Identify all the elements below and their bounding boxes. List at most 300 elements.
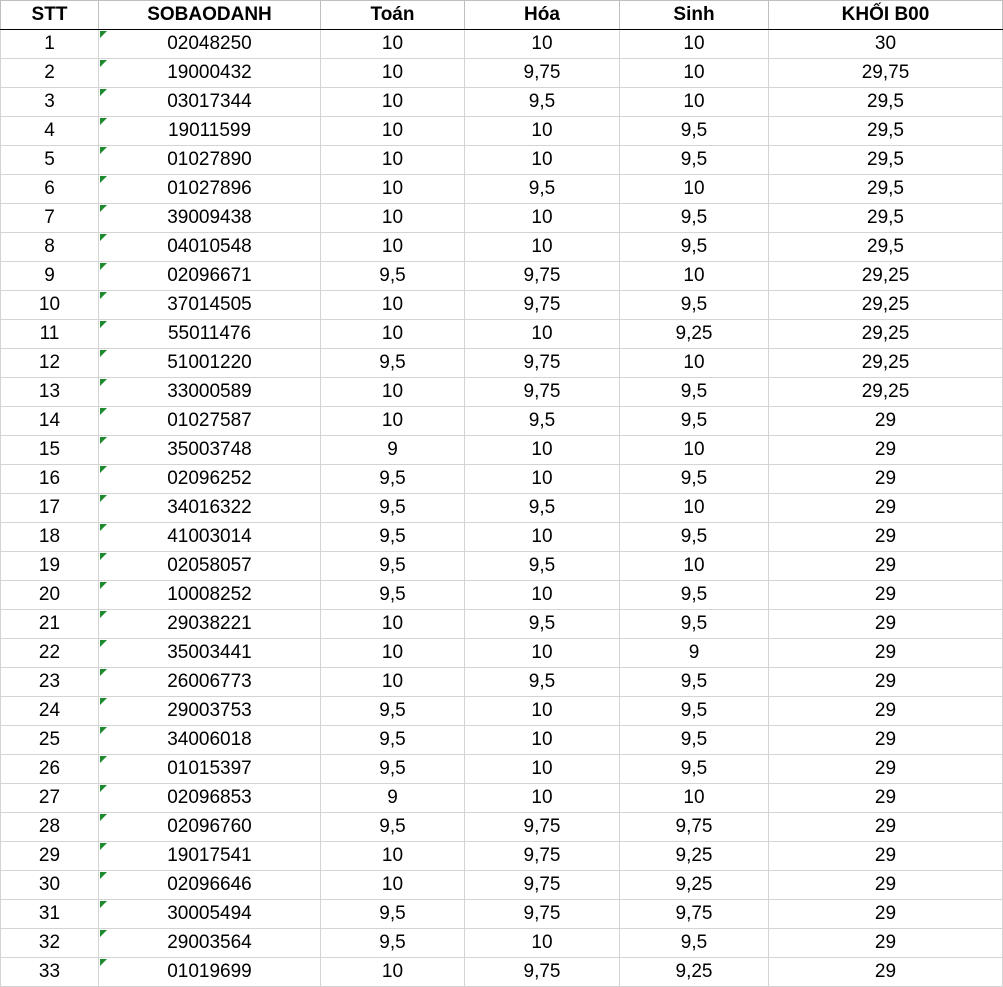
- khoi-b00-cell[interactable]: 29: [769, 494, 1003, 523]
- hoa-cell[interactable]: 9,75: [465, 813, 620, 842]
- sobaodanh-cell[interactable]: [99, 204, 321, 233]
- table-row: [1, 697, 1003, 726]
- number-stored-as-text-indicator-icon[interactable]: [100, 350, 107, 357]
- sobaodanh-cell[interactable]: [99, 117, 321, 146]
- sobaodanh-cell[interactable]: [99, 726, 321, 755]
- stt-cell[interactable]: 27: [1, 784, 99, 813]
- sobaodanh-cell[interactable]: [99, 407, 321, 436]
- header-hoa[interactable]: Hóa: [465, 1, 620, 30]
- sinh-cell[interactable]: 9,5: [620, 146, 769, 175]
- toan-cell[interactable]: 9,5: [321, 755, 465, 784]
- sobaodanh-cell[interactable]: [99, 233, 321, 262]
- khoi-b00-cell[interactable]: 29: [769, 465, 1003, 494]
- number-stored-as-text-indicator-icon[interactable]: [100, 205, 107, 212]
- header-sinh[interactable]: Sinh: [620, 1, 769, 30]
- sinh-cell[interactable]: 9,5: [620, 726, 769, 755]
- table-row: [1, 262, 1003, 291]
- toan-cell[interactable]: 10: [321, 117, 465, 146]
- sinh-cell[interactable]: 9,25: [620, 871, 769, 900]
- table-row: [1, 407, 1003, 436]
- sobaodanh-cell[interactable]: [99, 610, 321, 639]
- sobaodanh-cell[interactable]: [99, 349, 321, 378]
- number-stored-as-text-indicator-icon[interactable]: [100, 959, 107, 966]
- hoa-cell[interactable]: 9,5: [465, 552, 620, 581]
- sobaodanh-value: 01019699: [167, 961, 252, 982]
- stt-cell[interactable]: 8: [1, 233, 99, 262]
- hoa-cell[interactable]: 10: [465, 581, 620, 610]
- sinh-cell[interactable]: 9,5: [620, 929, 769, 958]
- sobaodanh-cell[interactable]: [99, 146, 321, 175]
- sobaodanh-value: 35003441: [167, 642, 252, 663]
- table-row: [1, 523, 1003, 552]
- header-sobaodanh[interactable]: SOBAODANH: [99, 1, 321, 30]
- sobaodanh-cell[interactable]: [99, 262, 321, 291]
- number-stored-as-text-indicator-icon[interactable]: [100, 176, 107, 183]
- table-row: [1, 146, 1003, 175]
- sinh-cell[interactable]: 10: [620, 88, 769, 117]
- khoi-b00-cell[interactable]: 29,5: [769, 233, 1003, 262]
- sobaodanh-value: 41003014: [167, 526, 252, 547]
- stt-cell[interactable]: 13: [1, 378, 99, 407]
- khoi-b00-cell[interactable]: 29: [769, 755, 1003, 784]
- header-stt[interactable]: STT: [1, 1, 99, 30]
- sobaodanh-value: 35003748: [167, 439, 252, 460]
- table-row: [1, 581, 1003, 610]
- hoa-cell[interactable]: 10: [465, 30, 620, 59]
- number-stored-as-text-indicator-icon[interactable]: [100, 901, 107, 908]
- stt-cell[interactable]: 6: [1, 175, 99, 204]
- toan-cell[interactable]: 9,5: [321, 552, 465, 581]
- sinh-cell[interactable]: 9,5: [620, 697, 769, 726]
- stt-cell[interactable]: 23: [1, 668, 99, 697]
- khoi-b00-cell[interactable]: 29: [769, 900, 1003, 929]
- sobaodanh-value: 02048250: [167, 33, 252, 54]
- toan-cell[interactable]: 9,5: [321, 581, 465, 610]
- stt-cell[interactable]: 26: [1, 755, 99, 784]
- hoa-cell[interactable]: 10: [465, 117, 620, 146]
- sobaodanh-cell[interactable]: [99, 88, 321, 117]
- sobaodanh-cell[interactable]: [99, 59, 321, 88]
- table-row: [1, 30, 1003, 59]
- hoa-cell[interactable]: 10: [465, 523, 620, 552]
- number-stored-as-text-indicator-icon[interactable]: [100, 640, 107, 647]
- stt-cell[interactable]: 9: [1, 262, 99, 291]
- stt-cell[interactable]: 7: [1, 204, 99, 233]
- sinh-cell[interactable]: 10: [620, 30, 769, 59]
- khoi-b00-cell[interactable]: 29: [769, 871, 1003, 900]
- sobaodanh-cell[interactable]: [99, 842, 321, 871]
- number-stored-as-text-indicator-icon[interactable]: [100, 321, 107, 328]
- table-row: [1, 436, 1003, 465]
- khoi-b00-cell[interactable]: 29,25: [769, 378, 1003, 407]
- hoa-cell[interactable]: 9,75: [465, 378, 620, 407]
- stt-cell[interactable]: 30: [1, 871, 99, 900]
- number-stored-as-text-indicator-icon[interactable]: [100, 60, 107, 67]
- sinh-cell[interactable]: 9: [620, 639, 769, 668]
- khoi-b00-cell[interactable]: 30: [769, 30, 1003, 59]
- table-row: [1, 291, 1003, 320]
- table-row: [1, 378, 1003, 407]
- sobaodanh-value: 19017541: [167, 845, 252, 866]
- stt-cell[interactable]: 5: [1, 146, 99, 175]
- sobaodanh-cell[interactable]: [99, 552, 321, 581]
- sobaodanh-cell[interactable]: [99, 929, 321, 958]
- number-stored-as-text-indicator-icon[interactable]: [100, 698, 107, 705]
- stt-cell[interactable]: 18: [1, 523, 99, 552]
- number-stored-as-text-indicator-icon[interactable]: [100, 379, 107, 386]
- table-row: [1, 668, 1003, 697]
- toan-cell[interactable]: 10: [321, 59, 465, 88]
- sobaodanh-cell[interactable]: [99, 320, 321, 349]
- number-stored-as-text-indicator-icon[interactable]: [100, 466, 107, 473]
- khoi-b00-cell[interactable]: 29: [769, 581, 1003, 610]
- khoi-b00-cell[interactable]: 29: [769, 813, 1003, 842]
- stt-cell[interactable]: 3: [1, 88, 99, 117]
- khoi-b00-cell[interactable]: 29: [769, 929, 1003, 958]
- khoi-b00-cell[interactable]: 29,5: [769, 88, 1003, 117]
- sinh-cell[interactable]: 10: [620, 552, 769, 581]
- toan-cell[interactable]: 10: [321, 378, 465, 407]
- sobaodanh-cell[interactable]: [99, 697, 321, 726]
- sobaodanh-cell[interactable]: [99, 639, 321, 668]
- toan-cell[interactable]: 10: [321, 204, 465, 233]
- toan-cell[interactable]: 9,5: [321, 494, 465, 523]
- khoi-b00-cell[interactable]: 29: [769, 697, 1003, 726]
- table-row: [1, 88, 1003, 117]
- table-row: [1, 320, 1003, 349]
- toan-cell[interactable]: 10: [321, 958, 465, 987]
- sobaodanh-value: 02096646: [167, 874, 252, 895]
- toan-cell[interactable]: 10: [321, 146, 465, 175]
- sinh-cell[interactable]: 10: [620, 59, 769, 88]
- stt-cell[interactable]: 11: [1, 320, 99, 349]
- toan-cell[interactable]: 10: [321, 88, 465, 117]
- toan-cell[interactable]: 10: [321, 30, 465, 59]
- toan-cell[interactable]: 10: [321, 639, 465, 668]
- table-row: [1, 929, 1003, 958]
- table-body: [1, 30, 1003, 987]
- hoa-cell[interactable]: 9,5: [465, 175, 620, 204]
- khoi-b00-cell[interactable]: 29: [769, 726, 1003, 755]
- stt-cell[interactable]: 15: [1, 436, 99, 465]
- khoi-b00-cell[interactable]: 29,5: [769, 204, 1003, 233]
- toan-cell[interactable]: 9,5: [321, 726, 465, 755]
- table-row: [1, 726, 1003, 755]
- sobaodanh-value: 55011476: [167, 323, 252, 344]
- sinh-cell[interactable]: 9,5: [620, 523, 769, 552]
- number-stored-as-text-indicator-icon[interactable]: [100, 263, 107, 270]
- khoi-b00-cell[interactable]: 29,25: [769, 320, 1003, 349]
- hoa-cell[interactable]: 10: [465, 639, 620, 668]
- toan-cell[interactable]: 9,5: [321, 349, 465, 378]
- hoa-cell[interactable]: 9,75: [465, 349, 620, 378]
- sobaodanh-cell[interactable]: [99, 813, 321, 842]
- number-stored-as-text-indicator-icon[interactable]: [100, 524, 107, 531]
- hoa-cell[interactable]: 9,75: [465, 262, 620, 291]
- stt-cell[interactable]: 2: [1, 59, 99, 88]
- table-row: [1, 610, 1003, 639]
- sobaodanh-cell[interactable]: [99, 175, 321, 204]
- stt-cell[interactable]: 1: [1, 30, 99, 59]
- header-row: [1, 1, 1003, 30]
- table-row: [1, 465, 1003, 494]
- hoa-cell[interactable]: 9,75: [465, 59, 620, 88]
- stt-cell[interactable]: 32: [1, 929, 99, 958]
- number-stored-as-text-indicator-icon[interactable]: [100, 843, 107, 850]
- toan-cell[interactable]: 9,5: [321, 813, 465, 842]
- sobaodanh-cell[interactable]: [99, 755, 321, 784]
- number-stored-as-text-indicator-icon[interactable]: [100, 785, 107, 792]
- sinh-cell[interactable]: 9,5: [620, 291, 769, 320]
- sinh-cell[interactable]: 10: [620, 349, 769, 378]
- number-stored-as-text-indicator-icon[interactable]: [100, 930, 107, 937]
- sinh-cell[interactable]: 9,25: [620, 842, 769, 871]
- sinh-cell[interactable]: 9,25: [620, 320, 769, 349]
- hoa-cell[interactable]: 9,75: [465, 291, 620, 320]
- hoa-cell[interactable]: 9,5: [465, 88, 620, 117]
- toan-cell[interactable]: 9: [321, 784, 465, 813]
- sobaodanh-value: 02096252: [167, 468, 252, 489]
- sobaodanh-value: 29003753: [167, 700, 252, 721]
- toan-cell[interactable]: 9: [321, 436, 465, 465]
- sinh-cell[interactable]: 9,25: [620, 958, 769, 987]
- stt-cell[interactable]: 22: [1, 639, 99, 668]
- khoi-b00-cell[interactable]: 29: [769, 842, 1003, 871]
- toan-cell[interactable]: 10: [321, 610, 465, 639]
- khoi-b00-cell[interactable]: 29: [769, 958, 1003, 987]
- sobaodanh-value: 29038221: [167, 613, 252, 634]
- stt-cell[interactable]: 14: [1, 407, 99, 436]
- khoi-b00-cell[interactable]: 29,25: [769, 349, 1003, 378]
- table-row: [1, 233, 1003, 262]
- sinh-cell[interactable]: 9,5: [620, 668, 769, 697]
- stt-cell[interactable]: 31: [1, 900, 99, 929]
- sobaodanh-cell[interactable]: [99, 784, 321, 813]
- number-stored-as-text-indicator-icon[interactable]: [100, 727, 107, 734]
- number-stored-as-text-indicator-icon[interactable]: [100, 495, 107, 502]
- header-toan[interactable]: Toán: [321, 1, 465, 30]
- sobaodanh-value: 34006018: [167, 729, 252, 750]
- hoa-cell[interactable]: 9,5: [465, 407, 620, 436]
- sinh-cell[interactable]: 9,75: [620, 900, 769, 929]
- number-stored-as-text-indicator-icon[interactable]: [100, 234, 107, 241]
- toan-cell[interactable]: 10: [321, 871, 465, 900]
- sobaodanh-cell[interactable]: [99, 436, 321, 465]
- number-stored-as-text-indicator-icon[interactable]: [100, 31, 107, 38]
- number-stored-as-text-indicator-icon[interactable]: [100, 89, 107, 96]
- hoa-cell[interactable]: 10: [465, 233, 620, 262]
- khoi-b00-cell[interactable]: 29,5: [769, 117, 1003, 146]
- table-row: [1, 871, 1003, 900]
- toan-cell[interactable]: 9,5: [321, 523, 465, 552]
- sobaodanh-value: 26006773: [167, 671, 252, 692]
- sinh-cell[interactable]: 10: [620, 175, 769, 204]
- hoa-cell[interactable]: 9,75: [465, 842, 620, 871]
- khoi-b00-cell[interactable]: 29,5: [769, 175, 1003, 204]
- header-khoi-b00[interactable]: KHỐI B00: [769, 1, 1003, 30]
- stt-cell[interactable]: 20: [1, 581, 99, 610]
- number-stored-as-text-indicator-icon[interactable]: [100, 872, 107, 879]
- number-stored-as-text-indicator-icon[interactable]: [100, 756, 107, 763]
- toan-cell[interactable]: 10: [321, 407, 465, 436]
- table-row: [1, 755, 1003, 784]
- toan-cell[interactable]: 10: [321, 233, 465, 262]
- hoa-cell[interactable]: 9,75: [465, 871, 620, 900]
- sobaodanh-value: 01015397: [167, 758, 252, 779]
- khoi-b00-cell[interactable]: 29: [769, 639, 1003, 668]
- sinh-cell[interactable]: 9,5: [620, 465, 769, 494]
- khoi-b00-cell[interactable]: 29: [769, 784, 1003, 813]
- khoi-b00-cell[interactable]: 29: [769, 436, 1003, 465]
- sobaodanh-value: 02096760: [167, 816, 252, 837]
- stt-cell[interactable]: 19: [1, 552, 99, 581]
- number-stored-as-text-indicator-icon[interactable]: [100, 582, 107, 589]
- sobaodanh-cell[interactable]: [99, 958, 321, 987]
- sobaodanh-cell[interactable]: [99, 523, 321, 552]
- number-stored-as-text-indicator-icon[interactable]: [100, 669, 107, 676]
- hoa-cell[interactable]: 10: [465, 204, 620, 233]
- sinh-cell[interactable]: 9,5: [620, 581, 769, 610]
- number-stored-as-text-indicator-icon[interactable]: [100, 437, 107, 444]
- sobaodanh-value: 02096853: [167, 787, 252, 808]
- table-row: [1, 784, 1003, 813]
- hoa-cell[interactable]: 9,5: [465, 610, 620, 639]
- table-row: [1, 813, 1003, 842]
- table-row: [1, 958, 1003, 987]
- stt-cell[interactable]: 17: [1, 494, 99, 523]
- hoa-cell[interactable]: 10: [465, 146, 620, 175]
- sobaodanh-cell[interactable]: [99, 378, 321, 407]
- stt-cell[interactable]: 25: [1, 726, 99, 755]
- hoa-cell[interactable]: 10: [465, 929, 620, 958]
- sobaodanh-value: 01027890: [167, 149, 252, 170]
- number-stored-as-text-indicator-icon[interactable]: [100, 292, 107, 299]
- hoa-cell[interactable]: 9,75: [465, 900, 620, 929]
- sinh-cell[interactable]: 9,5: [620, 233, 769, 262]
- sobaodanh-value: 19011599: [167, 120, 252, 141]
- khoi-b00-cell[interactable]: 29: [769, 668, 1003, 697]
- toan-cell[interactable]: 10: [321, 320, 465, 349]
- sobaodanh-cell[interactable]: [99, 465, 321, 494]
- stt-cell[interactable]: 16: [1, 465, 99, 494]
- stt-cell[interactable]: 33: [1, 958, 99, 987]
- hoa-cell[interactable]: 10: [465, 697, 620, 726]
- sobaodanh-cell[interactable]: [99, 900, 321, 929]
- sobaodanh-cell[interactable]: [99, 668, 321, 697]
- toan-cell[interactable]: 9,5: [321, 697, 465, 726]
- sobaodanh-value: 02058057: [167, 555, 252, 576]
- khoi-b00-cell[interactable]: 29: [769, 610, 1003, 639]
- hoa-cell[interactable]: 10: [465, 320, 620, 349]
- toan-cell[interactable]: 10: [321, 291, 465, 320]
- table-row: [1, 59, 1003, 88]
- sinh-cell[interactable]: 10: [620, 784, 769, 813]
- khoi-b00-cell[interactable]: 29: [769, 407, 1003, 436]
- hoa-cell[interactable]: 9,5: [465, 494, 620, 523]
- sobaodanh-value: 19000432: [167, 62, 252, 83]
- hoa-cell[interactable]: 10: [465, 755, 620, 784]
- hoa-cell[interactable]: 10: [465, 726, 620, 755]
- sobaodanh-value: 01027896: [167, 178, 252, 199]
- number-stored-as-text-indicator-icon[interactable]: [100, 118, 107, 125]
- sobaodanh-value: 51001220: [167, 352, 252, 373]
- sinh-cell[interactable]: 10: [620, 494, 769, 523]
- hoa-cell[interactable]: 9,5: [465, 668, 620, 697]
- stt-cell[interactable]: 24: [1, 697, 99, 726]
- hoa-cell[interactable]: 10: [465, 436, 620, 465]
- toan-cell[interactable]: 9,5: [321, 929, 465, 958]
- sinh-cell[interactable]: 9,5: [620, 378, 769, 407]
- sinh-cell[interactable]: 9,75: [620, 813, 769, 842]
- sobaodanh-value: 39009438: [167, 207, 252, 228]
- number-stored-as-text-indicator-icon[interactable]: [100, 408, 107, 415]
- stt-cell[interactable]: 29: [1, 842, 99, 871]
- sinh-cell[interactable]: 9,5: [620, 204, 769, 233]
- toan-cell[interactable]: 9,5: [321, 465, 465, 494]
- sobaodanh-cell[interactable]: [99, 581, 321, 610]
- sobaodanh-value: 30005494: [167, 903, 252, 924]
- sobaodanh-cell[interactable]: [99, 494, 321, 523]
- sobaodanh-cell[interactable]: [99, 30, 321, 59]
- sobaodanh-value: 37014505: [167, 294, 252, 315]
- sinh-cell[interactable]: 9,5: [620, 117, 769, 146]
- toan-cell[interactable]: 10: [321, 175, 465, 204]
- toan-cell[interactable]: 9,5: [321, 900, 465, 929]
- khoi-b00-cell[interactable]: 29,5: [769, 146, 1003, 175]
- khoi-b00-cell[interactable]: 29,25: [769, 262, 1003, 291]
- hoa-cell[interactable]: 10: [465, 784, 620, 813]
- stt-cell[interactable]: 10: [1, 291, 99, 320]
- sobaodanh-cell[interactable]: [99, 291, 321, 320]
- khoi-b00-cell[interactable]: 29,75: [769, 59, 1003, 88]
- table-row: [1, 204, 1003, 233]
- stt-cell[interactable]: 4: [1, 117, 99, 146]
- number-stored-as-text-indicator-icon[interactable]: [100, 553, 107, 560]
- sinh-cell[interactable]: 9,5: [620, 407, 769, 436]
- number-stored-as-text-indicator-icon[interactable]: [100, 147, 107, 154]
- sobaodanh-value: 03017344: [167, 91, 252, 112]
- sobaodanh-value: 02096671: [167, 265, 252, 286]
- stt-cell[interactable]: 21: [1, 610, 99, 639]
- stt-cell[interactable]: 12: [1, 349, 99, 378]
- khoi-b00-cell[interactable]: 29,25: [769, 291, 1003, 320]
- number-stored-as-text-indicator-icon[interactable]: [100, 814, 107, 821]
- sobaodanh-value: 34016322: [167, 497, 252, 518]
- number-stored-as-text-indicator-icon[interactable]: [100, 611, 107, 618]
- toan-cell[interactable]: 9,5: [321, 262, 465, 291]
- sobaodanh-cell[interactable]: [99, 871, 321, 900]
- hoa-cell[interactable]: 9,75: [465, 958, 620, 987]
- stt-cell[interactable]: 28: [1, 813, 99, 842]
- hoa-cell[interactable]: 10: [465, 465, 620, 494]
- sinh-cell[interactable]: 10: [620, 436, 769, 465]
- sinh-cell[interactable]: 10: [620, 262, 769, 291]
- table-row: [1, 349, 1003, 378]
- table-row: [1, 639, 1003, 668]
- table-row: [1, 117, 1003, 146]
- sobaodanh-value: 29003564: [167, 932, 252, 953]
- table-row: [1, 842, 1003, 871]
- khoi-b00-cell[interactable]: 29: [769, 523, 1003, 552]
- khoi-b00-cell[interactable]: 29: [769, 552, 1003, 581]
- sobaodanh-value: 10008252: [167, 584, 252, 605]
- sinh-cell[interactable]: 9,5: [620, 755, 769, 784]
- table-row: [1, 552, 1003, 581]
- sobaodanh-value: 04010548: [167, 236, 252, 257]
- toan-cell[interactable]: 10: [321, 668, 465, 697]
- toan-cell[interactable]: 10: [321, 842, 465, 871]
- sinh-cell[interactable]: 9,5: [620, 610, 769, 639]
